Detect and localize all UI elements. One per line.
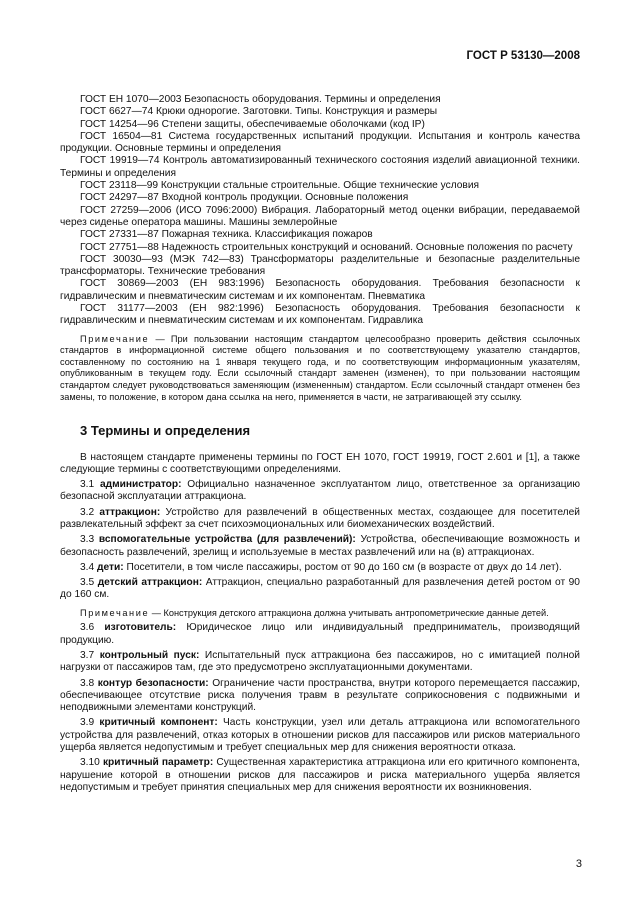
term-number: 3.4 — [80, 561, 95, 573]
reference-item: ГОСТ 30869—2003 (ЕН 983:1996) Безопасность оборудования. Требования безопасности к гидравлическим и пневматическим системам и их компонентам. Пневматика — [60, 278, 580, 302]
section-intro: В настоящем стандарте применены термины по ГОСТ ЕН 1070, ГОСТ 19919, ГОСТ 2.601 и [1], а также следующие термины с соответствующими определениями. — [60, 451, 580, 475]
reference-item: ГОСТ 31177—2003 (ЕН 982:1996) Безопасность оборудования. Требования безопасности к гидравлическим и пневматическим системам и их компонентам. Гидравлика — [60, 303, 580, 327]
term-entry — [60, 534, 580, 559]
reference-item: ГОСТ 24297—87 Входной контроль продукции. Основные положения — [80, 192, 409, 204]
page-content — [60, 94, 580, 797]
term-definition: Устройство для развлечений в общественных местах, создающее для посетителей развлекательный эффект за счет психоэмоциональных или биомеханических воздействий. — [60, 506, 580, 530]
term-name: детский аттракцион: — [97, 577, 203, 589]
term-entry — [60, 507, 580, 532]
reference-item: ГОСТ 30030—93 (МЭК 742—83) Трансформаторы разделительные и безопасные разделительные трансформаторы. Технические требования — [60, 253, 580, 278]
reference-item: ГОСТ 6627—74 Крюки однорогие. Заготовки. Типы. Конструкция и размеры — [80, 106, 438, 118]
term-definition: Юридическое лицо или индивидуальный предприниматель, производящий продукцию. — [60, 622, 580, 646]
term-number: 3.9 — [80, 717, 95, 729]
note-label: Примечание — [80, 607, 150, 618]
reference-item: ГОСТ 14254—96 Степени защиты, обеспечиваемые оболочками (код IP) — [80, 118, 425, 130]
term-entry — [60, 757, 580, 794]
note-label: Примечание — [80, 333, 150, 344]
term-name: дети: — [97, 561, 124, 573]
term-entry — [60, 562, 580, 574]
term-number: 3.10 — [80, 757, 100, 769]
term-definition: Ограничение части пространства, внутри которого перемещается пассажир, обеспечивающее отсутствие риска получения травм в результате соприкосновения с подвижными и неподвижными элементами конструкций. — [60, 677, 580, 714]
reference-item: ГОСТ 19919—74 Контроль автоматизированный технического состояния изделий авиационной техники. Термины и определения — [60, 155, 580, 179]
references-list — [60, 94, 580, 328]
term-entry — [60, 678, 580, 715]
term-name: критичный компонент: — [99, 717, 218, 729]
term-name: критичный параметр: — [102, 757, 214, 769]
note-text: — Конструкция детского аттракциона должна учитывать антропометрические данные детей. — [151, 607, 549, 618]
note-children — [60, 608, 580, 620]
term-number: 3.6 — [80, 622, 95, 634]
term-name: контрольный пуск: — [99, 649, 200, 661]
reference-item: ГОСТ 23118—99 Конструкции стальные строительные. Общие технические условия — [80, 180, 480, 192]
term-number: 3.8 — [80, 677, 95, 689]
term-number: 3.3 — [80, 534, 95, 546]
term-definition: Устройства, обеспечивающие возможность и безопасность развлечений, зрелищ и используемые в местах развлечений или на (в) аттракционах. — [60, 534, 580, 558]
term-entry — [60, 479, 580, 504]
term-entry — [60, 577, 580, 602]
term-definition: Официально назначенное эксплуатантом лицо, ответственное за организацию безопасной эксплуатации аттракциона. — [60, 479, 580, 503]
term-name: аттракцион: — [99, 506, 161, 518]
term-name: вспомогательные устройства (для развлечений): — [98, 534, 356, 546]
term-definition: Испытательный пуск аттракциона без пассажиров, но с имитацией полной нагрузки от пассажиров там, где это предусмотрено эксплуатационными документами. — [60, 649, 580, 674]
term-definition: Существенная характеристика аттракциона или его критичного компонента, нарушение которой в отношении рисков для пассажиров и риска материального ущерба является недопустимым и требует принятия специальных мер для снижения вероятности их возникновения. — [60, 757, 580, 793]
term-number: 3.2 — [80, 506, 95, 518]
reference-item: ГОСТ 27259—2006 (ИСО 7096:2000) Вибрация. Лабораторный метод оценки вибрации, передаваемой через сиденье оператора машины. Машины землеройные — [60, 204, 580, 228]
note-references — [60, 334, 580, 404]
term-number: 3.1 — [80, 479, 95, 491]
document-code: ГОСТ Р 53130—2008 — [466, 50, 580, 62]
reference-item: ГОСТ 16504—81 Система государственных испытаний продукции. Испытания и контроль качества продукции. Основные термины и определения — [60, 130, 580, 155]
term-definition: Аттракцион, специально разработанный для развлечения детей ростом от 90 до 160 см. — [60, 577, 580, 601]
section-title: 3 Термины и определения — [80, 423, 251, 439]
term-number: 3.7 — [80, 649, 95, 661]
note-text: — При пользовании настоящим стандартом целесообразно проверить действия ссылочных стандартов в информационной системе общего пользования и по соответствующему указателю стандартов, составленному по состоянию на 1 января текущего года, и по соответствующим информационным указателям, опубликованным в текущем году. Если ссылочный стандарт заменен (изменен), то при пользовании настоящим стандартом следует руководствоваться заменяющим (измененным) стандартом. Если ссылочный стандарт отменен без замены, то положение, в котором дана ссылка на него, применяется в части, не затрагивающей эту ссылку. — [60, 333, 580, 402]
reference-item: ГОСТ 27331—87 Пожарная техника. Классификация пожаров — [80, 229, 373, 241]
term-name: администратор: — [99, 479, 182, 491]
term-definition: Часть конструкции, узел или деталь аттракциона или вспомогательного устройства для развлечений, отказ которых в отношении рисков для пассажиров или рисков материального ущерба является недопустимым и требует специальных мер для снижения вероятности отказа. — [60, 717, 580, 754]
page-number: 3 — [575, 858, 582, 870]
term-definition: Посетители, в том числе пассажиры, ростом от 90 до 160 см (в возрасте от двух до 14 лет). — [126, 561, 562, 573]
term-name: изготовитель: — [104, 622, 177, 634]
reference-item: ГОСТ 27751—88 Надежность строительных конструкций и оснований. Основные положения по расчету — [80, 241, 573, 253]
term-entry — [60, 622, 580, 647]
reference-item: ГОСТ ЕН 1070—2003 Безопасность оборудования. Термины и определения — [80, 94, 441, 105]
term-entry — [60, 717, 580, 754]
term-entry — [60, 650, 580, 675]
term-name: контур безопасности: — [97, 677, 209, 689]
term-number: 3.5 — [80, 577, 95, 589]
